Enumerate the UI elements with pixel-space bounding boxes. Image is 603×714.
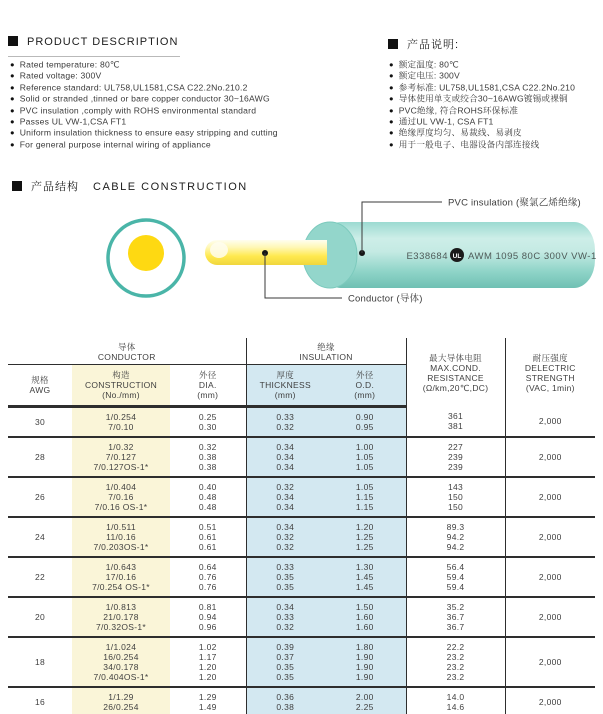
- cell-dia: 1.02 1.17 1.20 1.20: [170, 637, 246, 687]
- bullet-item: [389, 105, 603, 116]
- table-row: [8, 637, 595, 687]
- section-title-text: PRODUCT DESCRIPTION: [27, 36, 179, 48]
- cable-construction-diagram: [0, 192, 603, 320]
- bullet-text: 导体使用单支或绞合30~16AWG镀锡或裸铜: [398, 93, 568, 104]
- cell-resistance: 89.3 94.2 94.2: [406, 517, 505, 557]
- bullet-item: [389, 116, 603, 127]
- cell-dielectric: 2,000: [505, 477, 595, 517]
- cell-resistance: 143 150 150: [406, 477, 505, 517]
- cell-awg: 22: [8, 557, 72, 597]
- bullet-item: [389, 93, 603, 104]
- table-row: [8, 687, 595, 714]
- group-header-conductor: 导体 CONDUCTOR: [8, 338, 246, 364]
- cell-od: 1.50 1.60 1.60: [324, 597, 406, 637]
- cell-dielectric: 2,000: [505, 637, 595, 687]
- bullet-item: [10, 93, 278, 104]
- bullet-icon: ●: [10, 82, 15, 92]
- table-group-header-row: [8, 338, 595, 364]
- cell-thickness: 0.34 0.33 0.32: [246, 597, 324, 637]
- cell-thickness: 0.33 0.35 0.35: [246, 557, 324, 597]
- bullet-text: Uniform insulation thickness to ensure easy stripping and cutting: [19, 127, 278, 138]
- header-line: 最大导体电阻: [429, 353, 482, 363]
- cell-resistance: 361 381: [406, 406, 505, 437]
- bullet-icon: ●: [10, 71, 15, 81]
- cell-dielectric: 2,000: [505, 437, 595, 477]
- bullet-item: [389, 82, 603, 93]
- cell-od: 1.80 1.90 1.90 1.90: [324, 637, 406, 687]
- bullet-icon: ●: [389, 128, 394, 138]
- bullet-item: [10, 70, 278, 81]
- header-line: (mm): [274, 389, 296, 400]
- section-title-zh: 产品结构: [31, 181, 79, 193]
- table-row: [8, 437, 595, 477]
- bullet-item: [10, 59, 278, 70]
- cable-cross-section: [108, 220, 184, 296]
- cell-awg: 18: [8, 637, 72, 687]
- header-line: STRENGTH: [525, 373, 575, 383]
- cell-dielectric: 2,000: [505, 406, 595, 437]
- cell-dia: 1.29 1.49: [170, 687, 246, 714]
- cell-dielectric: 2,000: [505, 687, 595, 714]
- bullet-text: Reference standard: UL758,UL1581,CSA C22.2No.210.2: [19, 82, 248, 93]
- table-row: [8, 517, 595, 557]
- conductor-highlight: [210, 242, 228, 258]
- cell-construction: 1/0.404 7/0.16 7/0.16 OS-1*: [72, 477, 170, 517]
- header-line: 外径: [198, 369, 217, 380]
- bullet-icon: ●: [389, 60, 394, 69]
- cell-construction: 1/1.024 16/0.254 34/0.178 7/0.404OS-1*: [72, 637, 170, 687]
- bullet-text: PVC绝缘, 符合ROHS环保标准: [398, 105, 519, 116]
- bullet-text: Solid or stranded ,tinned or bare copper conductor 30~16AWG: [19, 93, 270, 104]
- section-square-icon: [388, 39, 398, 49]
- bullet-icon: ●: [10, 139, 15, 149]
- cell-dia: 0.40 0.48 0.48: [170, 477, 246, 517]
- cell-dia: 0.81 0.94 0.96: [170, 597, 246, 637]
- conductor-label: Conductor (导体): [348, 293, 423, 305]
- cell-thickness: 0.34 0.32 0.32: [246, 517, 324, 557]
- header-line: (No./mm): [102, 389, 140, 400]
- table-row: [8, 557, 595, 597]
- cell-thickness: 0.32 0.34 0.34: [246, 477, 324, 517]
- bullet-item: [10, 116, 278, 127]
- bullet-icon: ●: [389, 94, 394, 104]
- spec-table: [8, 338, 595, 714]
- cell-awg: 24: [8, 517, 72, 557]
- bullet-icon: ●: [389, 71, 394, 81]
- bullet-icon: ●: [10, 116, 15, 126]
- ul-logo-icon: [450, 248, 464, 262]
- section-title-product-description: [8, 36, 180, 57]
- bullet-item: [389, 139, 603, 150]
- header-line: 厚度: [276, 369, 295, 380]
- bullet-icon: ●: [10, 60, 15, 69]
- product-description-list-zh: [389, 59, 603, 150]
- header-line: (VAC, 1min): [525, 383, 575, 393]
- cell-od: 0.90 0.95: [324, 406, 406, 437]
- section-title-en: CABLE CONSTRUCTION: [93, 181, 248, 193]
- table-row: [8, 597, 595, 637]
- header-line: DELECTRIC: [524, 363, 576, 373]
- cell-construction: 1/0.813 21/0.178 7/0.32OS-1*: [72, 597, 170, 637]
- bullet-text: 参考标准: UL758,UL1581,CSA C22.2No.210: [398, 82, 576, 93]
- cell-awg: 16: [8, 687, 72, 714]
- cell-thickness: 0.34 0.34 0.34: [246, 437, 324, 477]
- bullet-item: [10, 139, 278, 150]
- bullet-text: 绝缘厚度均匀、易裁线、易剥皮: [398, 127, 522, 138]
- bullet-item: [389, 127, 603, 138]
- cell-construction: 1/1.29 26/0.254: [72, 687, 170, 714]
- cell-construction: 1/0.511 11/0.16 7/0.203OS-1*: [72, 517, 170, 557]
- bullet-text: Rated voltage: 300V: [19, 70, 102, 81]
- bullet-icon: ●: [389, 116, 394, 126]
- section-title-text: 产品说明:: [407, 39, 460, 51]
- cell-od: 1.05 1.15 1.15: [324, 477, 406, 517]
- header-line: MAX.COND.: [430, 363, 481, 373]
- header-od: [324, 364, 406, 406]
- cell-dia: 0.32 0.38 0.38: [170, 437, 246, 477]
- header-construction: [72, 364, 170, 406]
- bullet-text: 额定温度: 80℃: [398, 59, 459, 70]
- table-row: [8, 477, 595, 517]
- bullet-icon: ●: [10, 128, 15, 138]
- cell-thickness: 0.33 0.32: [246, 406, 324, 437]
- cell-od: 1.30 1.45 1.45: [324, 557, 406, 597]
- header-line: (Ω/km,20℃,DC): [422, 383, 489, 393]
- cell-dielectric: 2,000: [505, 557, 595, 597]
- table-row: [8, 406, 595, 437]
- section-square-icon: [8, 36, 18, 46]
- cell-construction: 1/0.254 7/0.10: [72, 406, 170, 437]
- header-line: RESISTANCE: [427, 373, 484, 383]
- bullet-item: [10, 105, 278, 116]
- bullet-text: Rated temperature: 80℃: [19, 59, 120, 70]
- header-line: (mm): [197, 389, 219, 400]
- cell-od: 2.00 2.25: [324, 687, 406, 714]
- cell-thickness: 0.36 0.38: [246, 687, 324, 714]
- header-line: CONSTRUCTION: [84, 379, 158, 390]
- product-description-list-en: [10, 59, 278, 150]
- header-line: 外径: [355, 369, 374, 380]
- cell-dielectric: 2,000: [505, 517, 595, 557]
- bullet-text: 用于一般电子、电器设备内部连接线: [398, 139, 540, 150]
- bullet-item: [10, 127, 278, 138]
- cell-dia: 0.64 0.76 0.76: [170, 557, 246, 597]
- cell-resistance: 22.2 23.2 23.2 23.2: [406, 637, 505, 687]
- conductor-core: [128, 235, 164, 271]
- cell-resistance: 35.2 36.7 36.7: [406, 597, 505, 637]
- cable-print-cert: E338684: [406, 251, 448, 262]
- bullet-text: 通过UL VW-1, CSA FT1: [398, 116, 494, 127]
- cell-dia: 0.51 0.61 0.61: [170, 517, 246, 557]
- header-line: DIA.: [198, 379, 217, 390]
- cell-construction: 1/0.643 17/0.16 7/0.254 OS-1*: [72, 557, 170, 597]
- cell-awg: 20: [8, 597, 72, 637]
- cell-od: 1.00 1.05 1.05: [324, 437, 406, 477]
- header-line: THICKNESS: [259, 379, 311, 390]
- cell-resistance: 56.4 59.4 59.4: [406, 557, 505, 597]
- cell-thickness: 0.39 0.37 0.35 0.35: [246, 637, 324, 687]
- section-square-icon: [12, 181, 22, 191]
- bullet-text: For general purpose internal wiring of appliance: [19, 139, 211, 150]
- header-line: 规格: [31, 374, 49, 385]
- bullet-icon: ●: [10, 94, 15, 104]
- bullet-icon: ●: [389, 105, 394, 115]
- bullet-text: PVC insulation ,comply with ROHS environmental standard: [19, 105, 257, 116]
- cell-resistance: 14.0 14.6: [406, 687, 505, 714]
- header-line: (mm): [354, 389, 376, 400]
- svg-text:UL: UL: [452, 253, 462, 260]
- group-header-insulation: 绝缘 INSULATION: [246, 338, 406, 364]
- spec-table-body: [8, 406, 595, 714]
- bullet-icon: ●: [389, 82, 394, 92]
- header-thickness: [246, 364, 324, 406]
- pvc-insulation-label: PVC insulation (聚氯乙烯绝缘): [448, 197, 581, 209]
- section-title-product-description-zh: [388, 36, 459, 52]
- cell-dia: 0.25 0.30: [170, 406, 246, 437]
- cell-resistance: 227 239 239: [406, 437, 505, 477]
- header-resistance: [406, 338, 505, 406]
- header-dia: [170, 364, 246, 406]
- bullet-icon: ●: [389, 139, 394, 149]
- header-line: 构造: [112, 369, 130, 380]
- header-line: 耐压强度: [532, 353, 568, 363]
- cell-awg: 28: [8, 437, 72, 477]
- bullet-item: [389, 70, 603, 81]
- bullet-item: [389, 59, 603, 70]
- header-line: O.D.: [355, 379, 375, 390]
- bullet-text: Passes UL VW-1,CSA FT1: [19, 116, 127, 127]
- cell-construction: 1/0.32 7/0.127 7/0.127OS-1*: [72, 437, 170, 477]
- cable-print-spec: AWM 1095 80C 300V VW-1: [468, 251, 597, 262]
- cell-awg: 30: [8, 406, 72, 437]
- header-line: AWG: [29, 384, 51, 395]
- header-dielectric: [505, 338, 595, 406]
- bullet-icon: ●: [10, 105, 15, 115]
- bullet-item: [10, 82, 278, 93]
- cell-dielectric: 2,000: [505, 597, 595, 637]
- header-awg: [8, 364, 72, 406]
- cell-awg: 26: [8, 477, 72, 517]
- bullet-text: 额定电压: 300V: [398, 70, 460, 81]
- cell-od: 1.20 1.25 1.25: [324, 517, 406, 557]
